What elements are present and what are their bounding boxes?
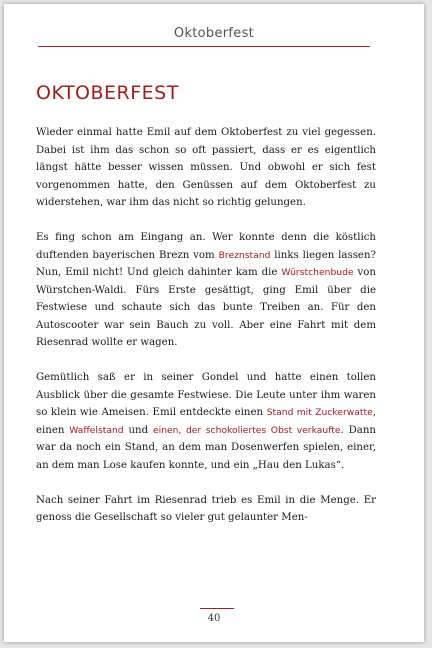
text-span: . Dann war da noch ein Stand, an dem man Dosenwerfen spielen, einer, an dem man Lose kaufen konnte, und ein „Hau den Lukas“. <box>36 424 376 471</box>
page-number: 40 <box>207 613 221 624</box>
footer-rule <box>200 608 234 609</box>
text-span: Es fing schon am Eingang an. Wer konnte denn die köstlich duftenden bayerischen Brezn vom <box>36 232 376 261</box>
text-span: und <box>123 424 153 436</box>
paragraph-3 <box>36 369 376 474</box>
header-rule <box>38 46 370 47</box>
paragraph-2 <box>36 229 376 352</box>
highlight-zuckerwatte: Stand mit Zuckerwatte <box>266 407 373 418</box>
running-head: Oktoberfest <box>173 26 255 41</box>
chapter-title: OKTOBERFEST <box>36 82 179 104</box>
text-span: von Würstchen-Waldi. Fürs Erste gesättigt, ging Emil über die Festwiese und schaute sich das bunte Treiben an. Für den Autoscooter war sein Bauch zu voll. Aber eine Fahrt mit dem Riesenrad wollte er wagen. <box>36 267 376 348</box>
body-text <box>36 124 376 544</box>
highlight-wurstchenbude: Würstchenbude <box>281 267 354 278</box>
paragraph-1: Wieder einmal hatte Emil auf dem Oktoberfest zu viel gegessen. Dabei ist ihm das schon so oft passiert, dass er es eigentlich längst hätte besser wissen müssen. Und obwohl er sich fest vorgenommen hatte, den Genüssen auf dem Oktoberfest zu widerstehen, war ihm das nicht so richtig gelungen. <box>36 127 376 208</box>
text-span: Gemütlich saß er in seiner Gondel und hatte einen tollen Ausblick über die gesamte Festwiese. Die Leute unter ihm waren so klein wie Ameisen. Emil entdeckte einen <box>36 372 376 418</box>
highlight-waffelstand: Waffelstand <box>69 424 124 436</box>
highlight-schokoliertes-obst: einen, der schokoliertes Obst verkaufte <box>152 424 341 436</box>
text-span: , einen <box>36 407 376 436</box>
paragraph-4: Nach seiner Fahrt im Riesenrad trieb es Emil in die Menge. Er genoss die Gesellschaft so vieler gut gelaunter Men- <box>36 494 376 523</box>
highlight-breznstand: Breznstand <box>218 249 271 261</box>
text-span: links liegen lassen? Nun, Emil nicht! Und gleich dahinter kam die <box>36 249 376 278</box>
book-page <box>4 4 424 642</box>
